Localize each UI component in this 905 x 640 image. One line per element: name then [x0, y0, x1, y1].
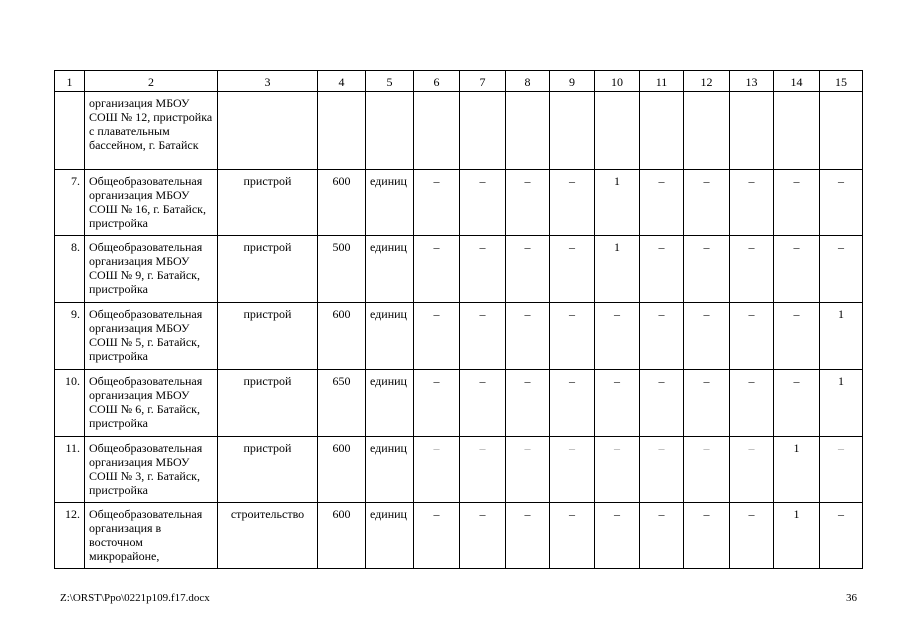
capacity-cell: 500 [318, 236, 366, 303]
row-number-cell: 7. [55, 170, 85, 236]
year-value-cell: – [414, 303, 460, 370]
document-table [54, 70, 863, 569]
row-number-cell: 10. [55, 370, 85, 437]
year-value-cell: – [684, 170, 730, 236]
capacity-cell: 600 [318, 303, 366, 370]
year-value-cell: – [460, 303, 506, 370]
year-value-cell: – [730, 236, 774, 303]
year-value-cell: – [550, 370, 595, 437]
year-value-cell: – [730, 170, 774, 236]
unit-cell: единиц [366, 303, 414, 370]
work-type-cell: пристрой [218, 170, 318, 236]
year-value-cell [684, 92, 730, 170]
header-cell-10: 10 [595, 71, 640, 92]
year-value-cell: – [774, 236, 820, 303]
header-cell-3: 3 [218, 71, 318, 92]
year-value-cell: – [414, 437, 460, 503]
capacity-cell [318, 92, 366, 170]
header-cell-11: 11 [640, 71, 684, 92]
object-name-cell: Общеобразовательная организация МБОУ СОШ № 16, г. Батайск, пристройка [85, 170, 218, 236]
year-value-cell [460, 92, 506, 170]
year-value-cell: – [640, 370, 684, 437]
year-value-cell: – [774, 303, 820, 370]
row-number-cell: 11. [55, 437, 85, 503]
year-value-cell: – [595, 370, 640, 437]
unit-cell: единиц [366, 170, 414, 236]
year-value-cell [414, 92, 460, 170]
year-value-cell: – [460, 236, 506, 303]
work-type-cell: пристрой [218, 236, 318, 303]
year-value-cell: – [640, 303, 684, 370]
header-cell-8: 8 [506, 71, 550, 92]
year-value-cell: – [595, 503, 640, 569]
year-value-cell: – [460, 503, 506, 569]
year-value-cell: – [550, 503, 595, 569]
unit-cell: единиц [366, 503, 414, 569]
year-value-cell [730, 92, 774, 170]
table-row [55, 370, 863, 437]
year-value-cell: – [684, 503, 730, 569]
unit-cell: единиц [366, 437, 414, 503]
year-value-cell: – [414, 370, 460, 437]
table-row [55, 92, 863, 170]
year-value-cell: – [414, 503, 460, 569]
year-value-cell: – [774, 170, 820, 236]
year-value-cell: – [640, 503, 684, 569]
object-name-cell: Общеобразовательная организация в восточном микрорайоне, [85, 503, 218, 569]
year-value-cell: – [684, 236, 730, 303]
year-value-cell: – [595, 303, 640, 370]
row-number-cell: 8. [55, 236, 85, 303]
year-value-cell: – [730, 437, 774, 503]
year-value-cell: – [506, 437, 550, 503]
year-value-cell: – [640, 236, 684, 303]
year-value-cell: 1 [820, 370, 863, 437]
year-value-cell: – [506, 370, 550, 437]
year-value-cell: – [550, 437, 595, 503]
row-number-cell: 12. [55, 503, 85, 569]
year-value-cell: – [684, 303, 730, 370]
table-body [55, 71, 863, 569]
header-cell-13: 13 [730, 71, 774, 92]
year-value-cell: – [550, 236, 595, 303]
year-value-cell: – [730, 303, 774, 370]
year-value-cell: – [460, 370, 506, 437]
object-name-cell: Общеобразовательная организация МБОУ СОШ № 6, г. Батайск, пристройка [85, 370, 218, 437]
year-value-cell: – [820, 437, 863, 503]
header-cell-5: 5 [366, 71, 414, 92]
header-cell-9: 9 [550, 71, 595, 92]
year-value-cell: – [506, 170, 550, 236]
year-value-cell: 1 [820, 303, 863, 370]
object-name-cell: Общеобразовательная организация МБОУ СОШ № 3, г. Батайск, пристройка [85, 437, 218, 503]
footer-file-path: Z:\ORST\Ppo\0221p109.f17.docx [60, 592, 210, 604]
year-value-cell [595, 92, 640, 170]
year-value-cell [640, 92, 684, 170]
header-cell-4: 4 [318, 71, 366, 92]
unit-cell: единиц [366, 370, 414, 437]
year-value-cell: – [730, 370, 774, 437]
row-number-cell [55, 92, 85, 170]
capacity-cell: 650 [318, 370, 366, 437]
header-cell-2: 2 [85, 71, 218, 92]
work-type-cell: пристрой [218, 303, 318, 370]
year-value-cell [774, 92, 820, 170]
year-value-cell: – [506, 503, 550, 569]
capacity-cell: 600 [318, 170, 366, 236]
year-value-cell: – [460, 170, 506, 236]
year-value-cell: 1 [595, 236, 640, 303]
year-value-cell [550, 92, 595, 170]
year-value-cell [506, 92, 550, 170]
table-row [55, 236, 863, 303]
year-value-cell: – [460, 437, 506, 503]
year-value-cell: – [684, 437, 730, 503]
capacity-cell: 600 [318, 437, 366, 503]
year-value-cell: – [550, 170, 595, 236]
unit-cell [366, 92, 414, 170]
header-cell-15: 15 [820, 71, 863, 92]
work-type-cell: строительство [218, 503, 318, 569]
year-value-cell [820, 92, 863, 170]
work-type-cell: пристрой [218, 437, 318, 503]
object-name-cell: организация МБОУ СОШ № 12, пристройка с плавательным бассейном, г. Батайск [85, 92, 218, 170]
year-value-cell: 1 [774, 503, 820, 569]
table-row [55, 170, 863, 236]
header-cell-7: 7 [460, 71, 506, 92]
capacity-cell: 600 [318, 503, 366, 569]
year-value-cell: – [640, 170, 684, 236]
year-value-cell: – [820, 503, 863, 569]
year-value-cell: 1 [595, 170, 640, 236]
header-row [55, 71, 863, 92]
header-cell-12: 12 [684, 71, 730, 92]
year-value-cell: – [414, 170, 460, 236]
year-value-cell: – [820, 170, 863, 236]
table-row [55, 303, 863, 370]
year-value-cell: 1 [774, 437, 820, 503]
header-cell-1: 1 [55, 71, 85, 92]
header-cell-14: 14 [774, 71, 820, 92]
table-row [55, 503, 863, 569]
year-value-cell: – [774, 370, 820, 437]
year-value-cell: – [595, 437, 640, 503]
row-number-cell: 9. [55, 303, 85, 370]
year-value-cell: – [730, 503, 774, 569]
header-cell-6: 6 [414, 71, 460, 92]
year-value-cell: – [414, 236, 460, 303]
year-value-cell: – [684, 370, 730, 437]
year-value-cell: – [640, 437, 684, 503]
table-row [55, 437, 863, 503]
footer-page-number: 36 [846, 592, 857, 604]
year-value-cell: – [550, 303, 595, 370]
year-value-cell: – [506, 303, 550, 370]
unit-cell: единиц [366, 236, 414, 303]
object-name-cell: Общеобразовательная организация МБОУ СОШ № 9, г. Батайск, пристройка [85, 236, 218, 303]
year-value-cell: – [820, 236, 863, 303]
work-type-cell: пристрой [218, 370, 318, 437]
year-value-cell: – [506, 236, 550, 303]
work-type-cell [218, 92, 318, 170]
object-name-cell: Общеобразовательная организация МБОУ СОШ № 5, г. Батайск, пристройка [85, 303, 218, 370]
